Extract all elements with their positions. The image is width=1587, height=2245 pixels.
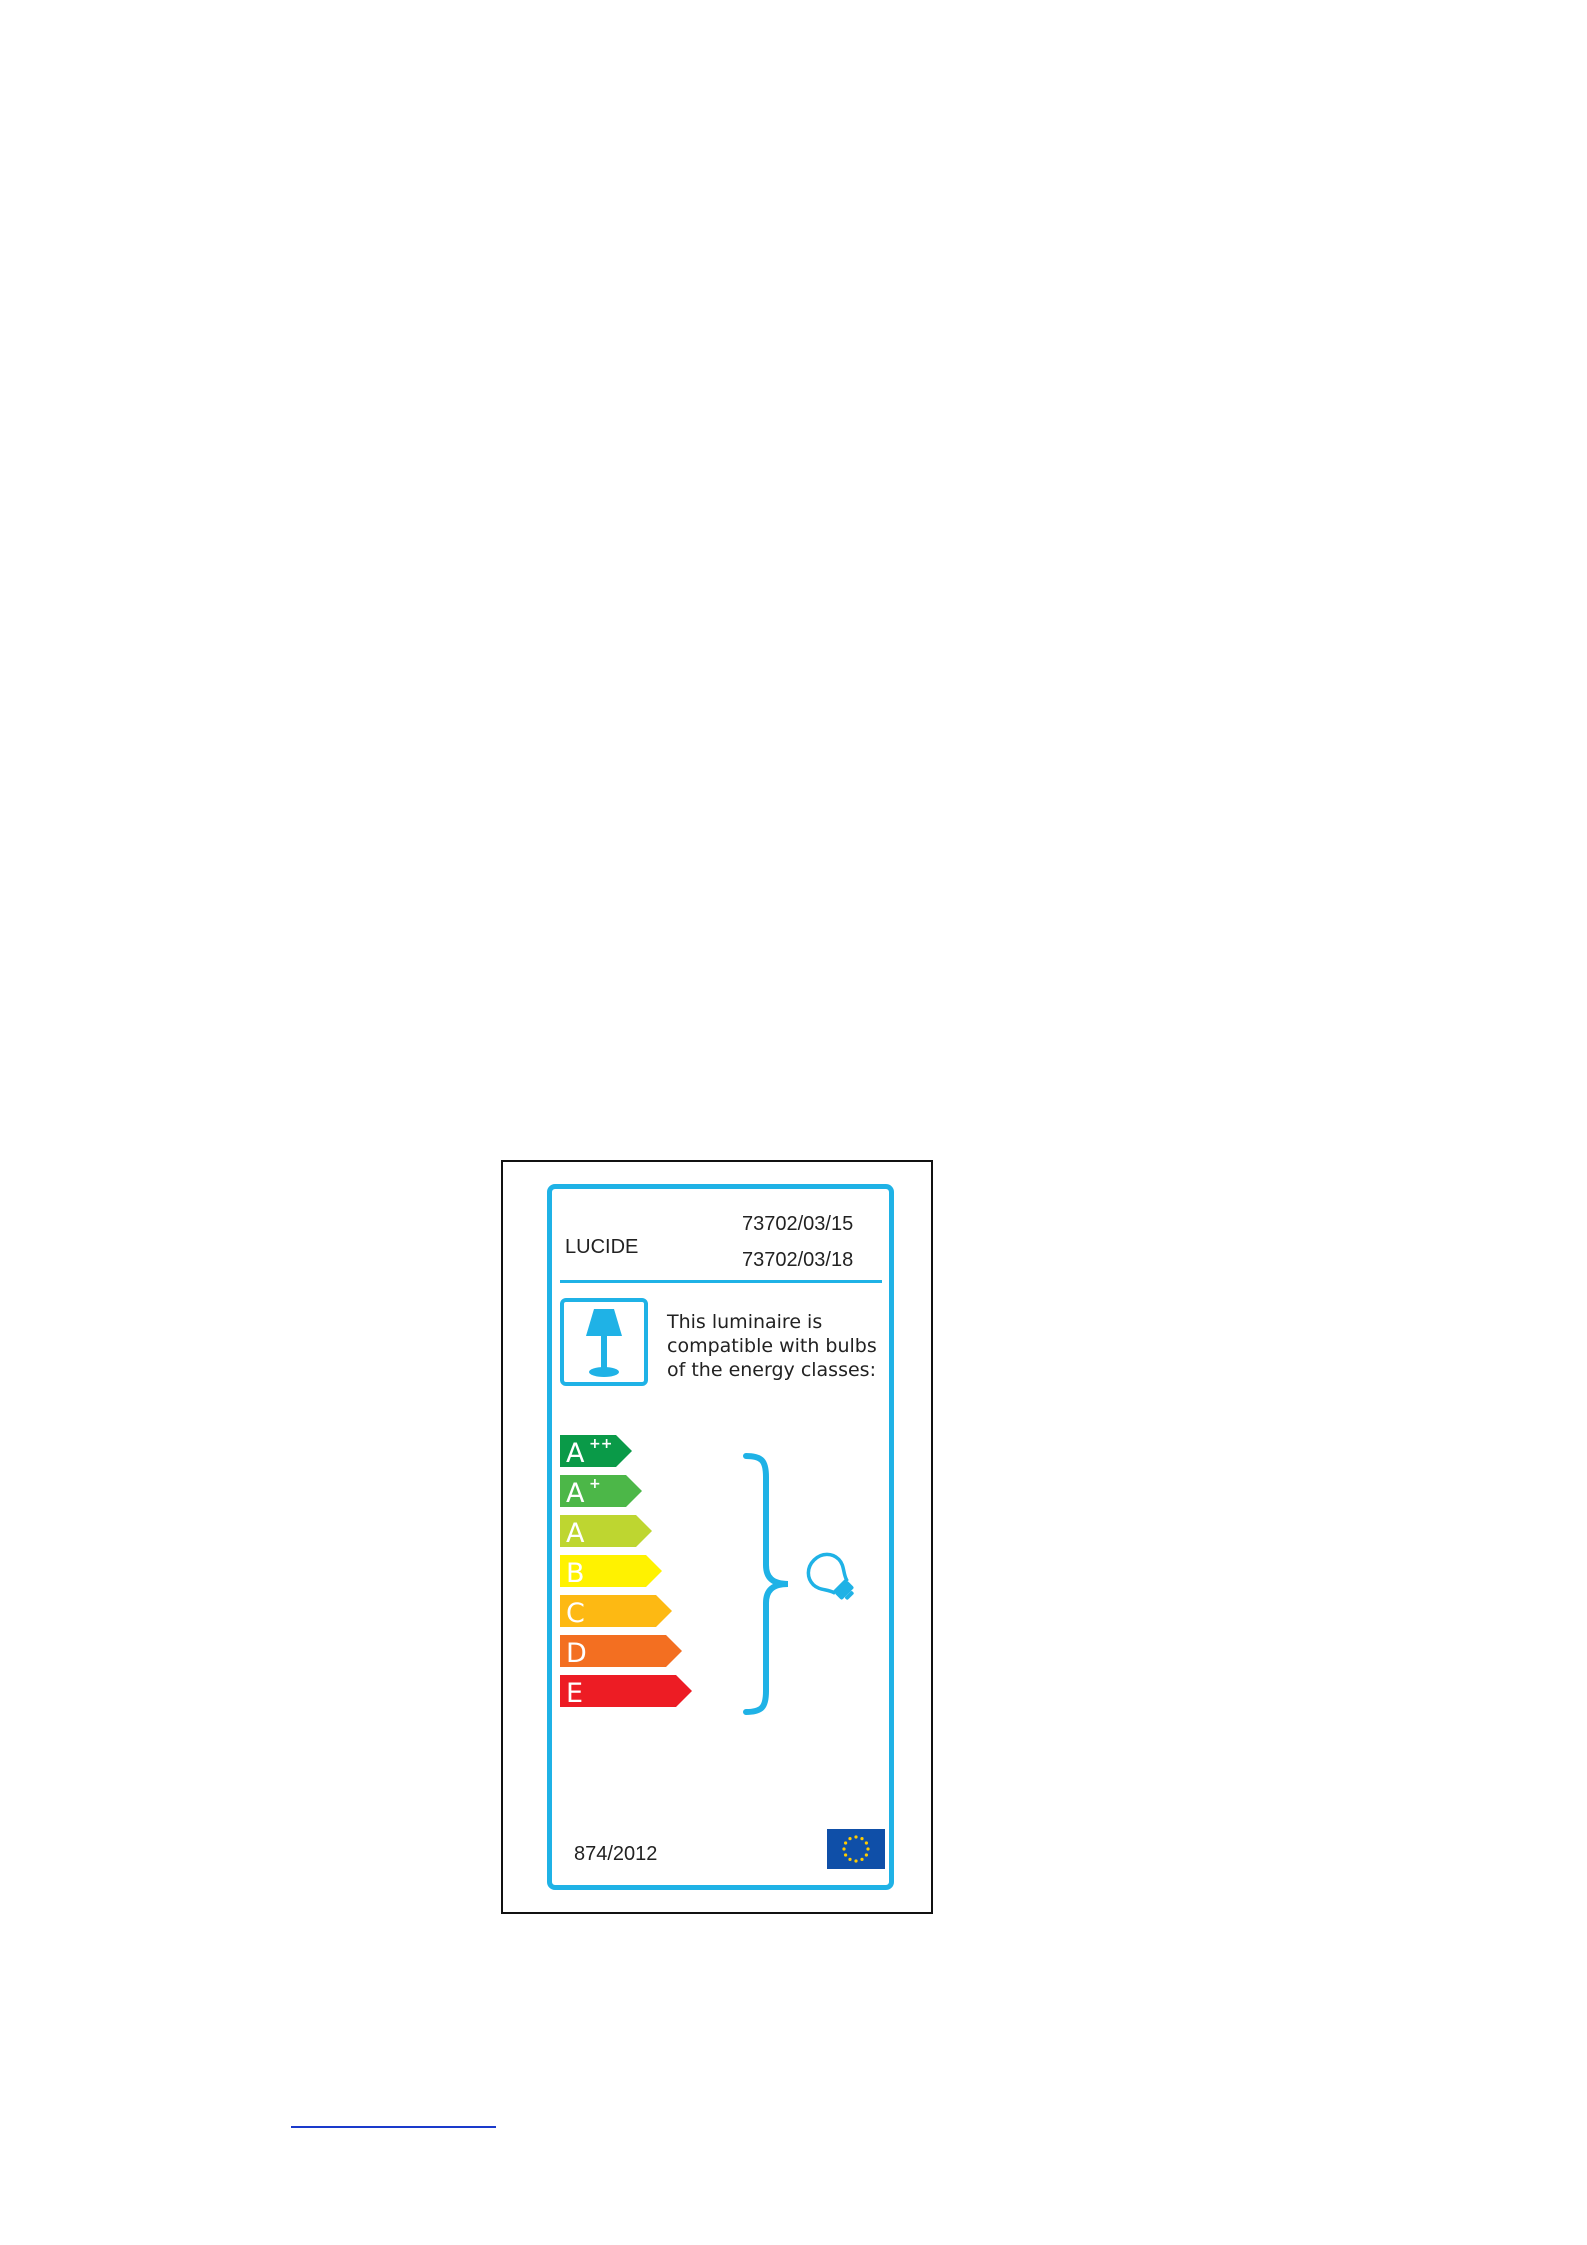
energy-class-letter: A [566, 1438, 585, 1469]
energy-class-letter: C [566, 1598, 585, 1629]
footer-link[interactable] [291, 2126, 496, 2128]
energy-class-arrow [560, 1635, 682, 1669]
eu-star [848, 1837, 851, 1840]
eu-star [865, 1841, 868, 1844]
energy-class-superscript: + [589, 1476, 601, 1492]
eu-star [842, 1847, 845, 1850]
energy-class-letter: B [566, 1558, 585, 1589]
energy-class-letter: A [566, 1518, 585, 1549]
eu-star [860, 1858, 863, 1861]
energy-class-arrow [560, 1515, 652, 1549]
eu-flag-icon [827, 1829, 885, 1869]
energy-class-letter: D [566, 1638, 587, 1669]
energy-class-arrow [560, 1555, 662, 1589]
energy-class-arrow [560, 1675, 692, 1709]
model-number: 73702/03/18 [742, 1249, 854, 1271]
energy-class-scale [560, 1435, 710, 1715]
energy-label-frame [547, 1184, 894, 1890]
energy-class-arrow [560, 1595, 672, 1629]
regulation-number: 874/2012 [574, 1843, 658, 1865]
eu-star [848, 1858, 851, 1861]
compatibility-statement [667, 1310, 892, 1382]
light-bulb-icon [801, 1547, 861, 1607]
energy-class-superscript: ++ [589, 1436, 613, 1452]
energy-class-arrow [560, 1435, 632, 1469]
header-divider [560, 1280, 882, 1283]
energy-label [501, 1160, 933, 1914]
energy-class-letter: A [566, 1478, 585, 1509]
eu-star [865, 1853, 868, 1856]
eu-star [866, 1847, 869, 1850]
compatibility-line: compatible with bulbs [667, 1335, 877, 1357]
range-brace-icon [742, 1453, 792, 1715]
eu-star [844, 1841, 847, 1844]
energy-class-arrow [560, 1475, 642, 1509]
brand-name: LUCIDE [565, 1236, 639, 1258]
energy-class-letter: E [566, 1678, 584, 1709]
compatibility-line: of the energy classes: [667, 1359, 876, 1381]
compatibility-line: This luminaire is [667, 1311, 823, 1333]
eu-star [854, 1859, 857, 1862]
eu-star [854, 1835, 857, 1838]
eu-star [844, 1853, 847, 1856]
model-number: 73702/03/15 [742, 1213, 854, 1235]
table-lamp-icon [560, 1298, 648, 1386]
eu-star [860, 1837, 863, 1840]
